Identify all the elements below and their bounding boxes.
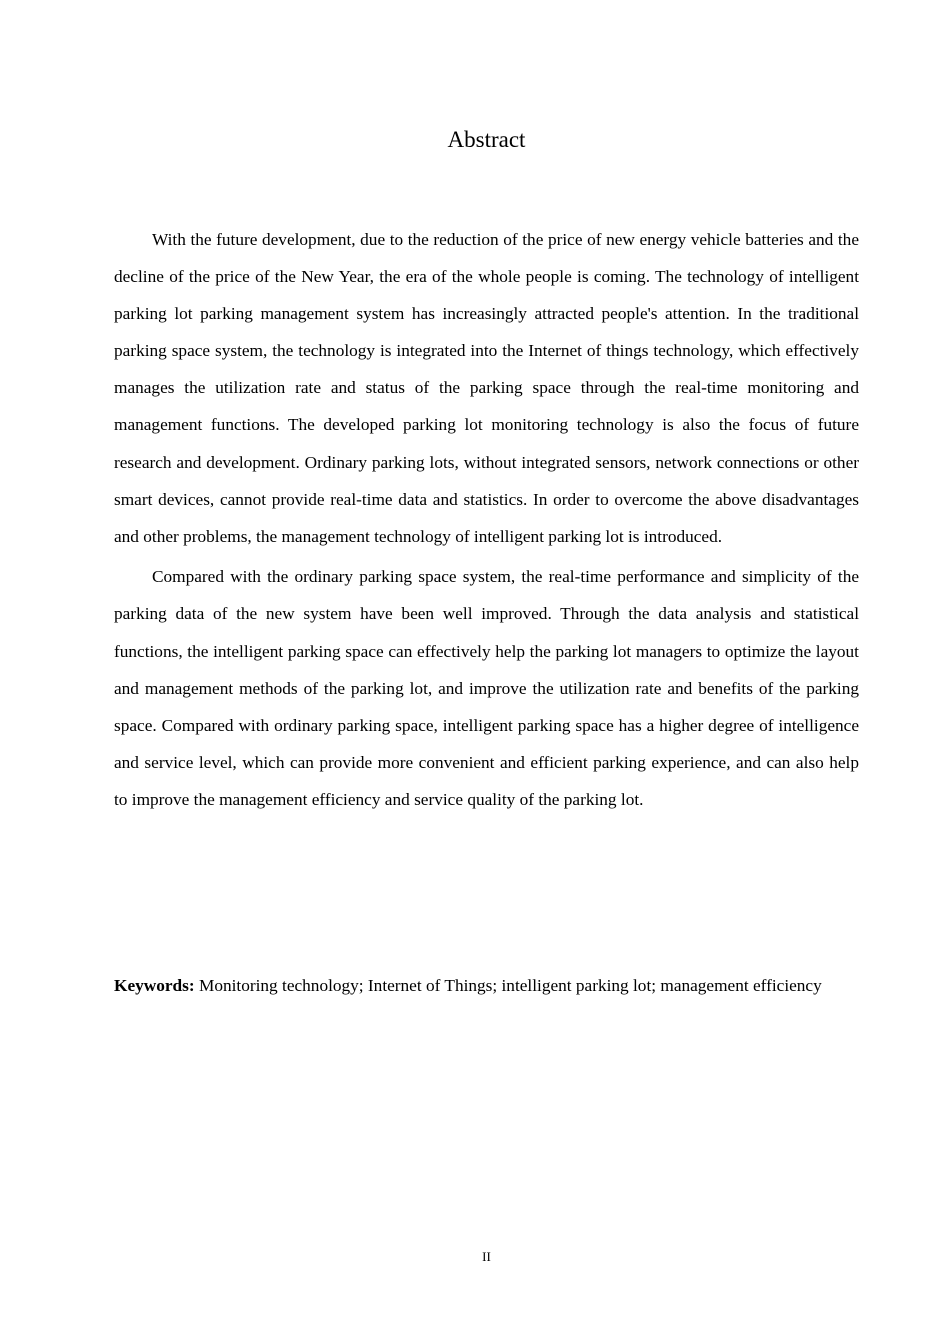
abstract-paragraph-1: With the future development, due to the reduction of the price of new energy vehicle batteries and the decline of the price of the New Year, the era of the whole people is coming. The technology of intelligent parking lot parking management system has increasingly attracted people's attention. In the traditional parking space system, the technology is integrated into the Internet of things technology, which effectively manages the utilization rate and status of the parking space through the real-time monitoring and management functions. The developed parking lot monitoring technology is also the focus of future research and development. Ordinary parking lots, without integrated sensors, network connections or other smart devices, cannot provide real-time data and statistics. In order to overcome the above disadvantages and other problems, the management technology of intelligent parking lot is introduced. xyxy=(114,230,859,546)
keywords-label: Keywords: xyxy=(114,976,195,995)
keywords-line xyxy=(114,968,859,1003)
keywords-text: Monitoring technology; Internet of Things; intelligent parking lot; management efficiency xyxy=(198,976,822,995)
abstract-body xyxy=(114,221,859,818)
page-title: Abstract xyxy=(447,127,526,152)
page-number: II xyxy=(482,1249,491,1264)
abstract-paragraph-2: Compared with the ordinary parking space system, the real-time performance and simplicity of the parking data of the new system have been well improved. Through the data analysis and statistical functions, the intelligent parking space can effectively help the parking lot managers to optimize the layout and management methods of the parking lot, and improve the utilization rate and benefits of the parking space. Compared with ordinary parking space, intelligent parking space has a higher degree of intelligence and service level, which can provide more convenient and efficient parking experience, and can also help to improve the management efficiency and service quality of the parking lot. xyxy=(114,567,859,809)
